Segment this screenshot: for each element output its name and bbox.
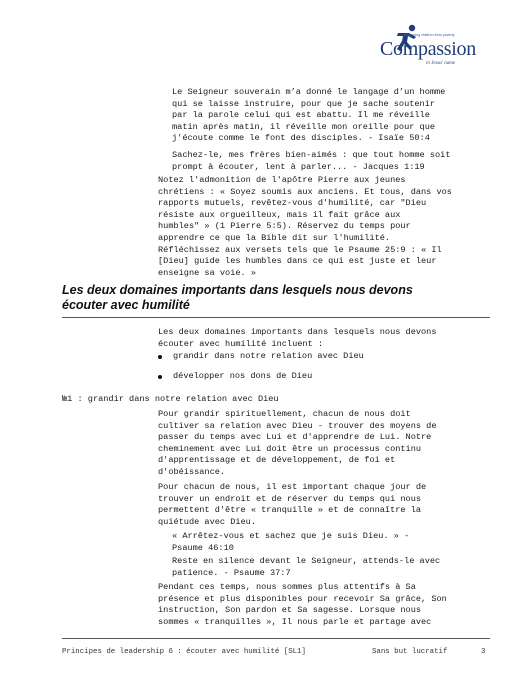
quote-line: « Arrêtez-vous et sachez que je suis Dieu. » -	[172, 531, 410, 541]
quote-line: Sachez-le, mes frères bien-aimés : que tout homme soit	[172, 150, 451, 160]
paragraph-line: sommes « tranquilles », Il nous parle et partage avec	[158, 616, 432, 627]
list-item-text: grandir dans notre relation avec Dieu	[173, 351, 364, 361]
section-intro	[158, 327, 494, 350]
paragraph-line: chrétiens : « Soyez soumis aux anciens. Et tous, dans vos	[158, 186, 452, 197]
paragraph-line: Notez l'admonition de l'apôtre Pierre aux jeunes	[158, 175, 406, 185]
paragraph-line: instruction, Son pardon et Sa sagesse. Lorsque nous	[158, 605, 422, 616]
paragraph-line: écouter avec humilité incluent :	[158, 338, 324, 349]
quote-line: matin après matin, il réveille mon oreille pour que	[172, 121, 436, 132]
section-title-line: Les deux domaines importants dans lesquels nous devons	[62, 283, 413, 297]
section-title	[62, 283, 492, 313]
jacques-quote	[172, 150, 490, 173]
quote-line: Reste en silence devant le Seigneur, attends-le avec	[172, 556, 441, 566]
paragraph-line: Réfléchissez aux versets tels que le Psaume 25:9 : « Il	[158, 244, 442, 255]
paragraph-line: permettent d'être « tranquille » et de connaître la	[158, 505, 422, 516]
quote-line: Le Seigneur souverain m’a donné le langage d’un homme	[172, 87, 446, 97]
quote-line: par la parole celui qui est abattu. Il me réveille	[172, 110, 430, 121]
paragraph-line: enseigne sa voie. »	[158, 267, 256, 278]
paragraph-line: cultiver sa relation avec Dieu - trouver des moyens de	[158, 420, 437, 431]
section-divider	[62, 317, 490, 318]
paragraph-line: [Dieu] guide les humbles dans ce qui est juste et leur	[158, 256, 437, 267]
quote-line: qui se laisse instruire, pour que je sache soutenir	[172, 98, 436, 109]
point1-paragraph3	[158, 582, 494, 628]
paragraph-line: passer du temps avec Lui et d'apprendre de Lui. Notre	[158, 432, 432, 443]
quote-line: patience. - Psaume 37:7	[172, 567, 291, 578]
isaiah-quote	[172, 87, 490, 145]
paragraph-line: d'apprentissage et de développement, de foi et	[158, 455, 396, 466]
psalm-37-quote	[172, 556, 490, 579]
list-item-text: développer nos dons de Dieu	[173, 371, 313, 381]
paragraph-line: d'obéissance.	[158, 466, 226, 477]
paragraph-line: Pendant ces temps, nous sommes plus attentifs à Sa	[158, 582, 416, 592]
psalm-46-quote	[172, 531, 490, 554]
paragraph-line: apprendre ce que la Bible dit sur l'humilité.	[158, 232, 391, 243]
quote-line: prompt à écouter, lent à parler... - Jacques 1:19	[172, 161, 425, 172]
page-number: 3	[481, 648, 486, 656]
bullet-icon	[158, 375, 162, 379]
point1-paragraph2	[158, 482, 494, 528]
compassion-logo	[376, 24, 506, 70]
paragraph-line: rapports mutuels, revêtez-vous d'humilité, car "Dieu	[158, 198, 427, 209]
footer-divider	[62, 638, 490, 639]
paragraph-line: quiétude avec Dieu.	[158, 516, 256, 527]
logo-wordmark: Compassion	[380, 38, 476, 60]
paragraph-line: Pour grandir spirituellement, chacun de nous doit	[158, 409, 411, 419]
point-heading: №1 : grandir dans notre relation avec Dieu	[62, 394, 279, 404]
logo-tagline: Releasing children from poverty	[404, 33, 455, 37]
point1-paragraph1	[158, 409, 494, 479]
paragraph-line: Pour chacun de nous, il est important chaque jour de	[158, 482, 427, 492]
logo-subtitle: in Jesus' name	[426, 61, 456, 66]
section-title-line: écouter avec humilité	[62, 298, 190, 312]
footer-title: Principes de leadership 6 : écouter avec humilité [SL1]	[62, 648, 306, 656]
paragraph-line: cheminement avec Lui doit être un processus continu	[158, 443, 422, 454]
quote-line: j'écoute comme le font des disciples. - Isaïe 50:4	[172, 133, 430, 144]
paragraph-line: présence et plus disponibles pour recevoir Sa grâce, Son	[158, 593, 447, 604]
peter-paragraph	[158, 175, 494, 279]
paragraph-line: Les deux domaines importants dans lesquels nous devons	[158, 327, 437, 337]
footer-status: Sans but lucratif	[372, 648, 448, 656]
quote-line: Psaume 46:10	[172, 542, 234, 553]
paragraph-line: résiste aux orgueilleux, mais il fait grâce aux	[158, 209, 401, 220]
bullet-icon	[158, 355, 162, 359]
paragraph-line: humbles" » (1 Pierre 5:5). Réservez du temps pour	[158, 221, 411, 232]
paragraph-line: trouver un endroit et de réserver du temps qui nous	[158, 493, 422, 504]
